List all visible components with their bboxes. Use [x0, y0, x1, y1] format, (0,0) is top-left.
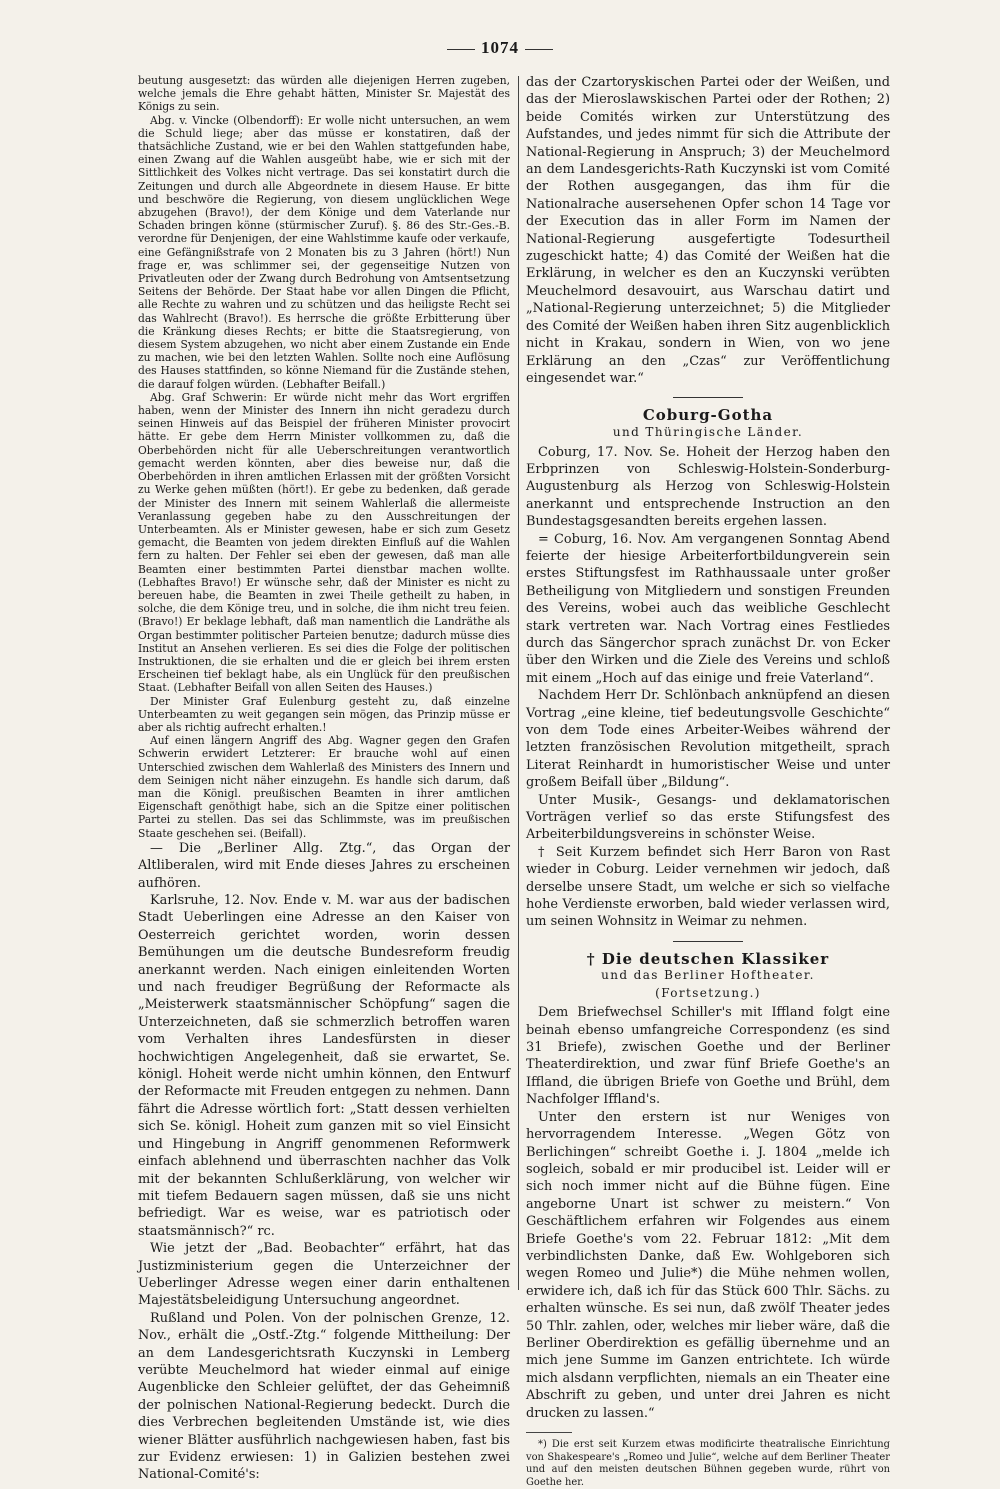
paragraph: Unter Musik-, Gesangs- und deklamatorischen Vorträgen verlief so das erste Stifungsfest des Arbeiterbildungsvereins in schönster Weise. — [526, 792, 890, 843]
right-column — [526, 74, 890, 1488]
paragraph: Abg. Graf Schwerin: Er würde nicht mehr das Wort ergriffen haben, wenn der Minister des Innern ihn nicht geradezu durch seinen Hinweis auf das Beispiel der früheren Minister provocirt hätte. Er gebe dem Herrn Minister vollkommen zu, daß die Oberbehörden nicht für alle Ueberschreitungen verantwortlich gemacht werden könnten, aber dies beweise nur, daß die Oberbehörden in ihren amtlichen Erlassen mit der größten Vorsicht zu Werke gehen müßten (hört!). Er gebe zu bedenken, daß gerade der Minister des Innern mit seinem Wahlerlaß die allermeiste Veranlassung gegeben habe zu den Ausschreitungen der Unterbeamten. Als er Minister gewesen, habe er sich zum Gesetz gemacht, die Beamten von jedem direkten Einfluß auf die Wahlen fern zu halten. Der Fehler sei eben der gewesen, daß man alle Beamten einer bestimmten Partei dienstbar machen wollte. (Lebhaftes Bravo!) Er wünsche sehr, daß der Minister es nicht zu bereuen habe, die Beamten in zwei Theile getheilt zu haben, in solche, die dem Könige treu, und in solche, die ihm nicht treu feien. (Bravo!) Er beklage lebhaft, daß man namentlich die Landräthe als Organ bestimmter politischer Parteien benutze; dadurch müsse dies Institut an Ansehen verlieren. Es sei dies die Folge der politischen Instruktionen, die sie erhalten und die er gleich bei ihrem ersten Erscheinen tief beklagt habe, als ein Unglück für den preußischen Staat. (Lebhafter Beifall von allen Seiten des Hauses.) — [138, 390, 510, 695]
header-rule-left — [447, 49, 475, 50]
paragraph: Rußland und Polen. Von der polnischen Grenze, 12. Nov., erhält die „Ostf.-Ztg.“ folgende Mittheilung: Der an dem Landesgerichtsrath Kuczynski in Lemberg verübte Meuchelmord hat wieder einmal auf einige Augenblicke den Schleier gelüftet, der das Geheimniß der polnischen National-Regierung bedeckt. Durch die dies Verbrechen begleitenden Umstände ist, wie dies wiener Blätter ausführlich nachgewiesen haben, fast bis zur Evidenz erwiesen: 1) in Galizien bestehen zwei National-Comité's: — [138, 1310, 510, 1483]
footnote: *) Die erst seit Kurzem etwas modificirte theatralische Einrichtung von Shakespeare's „Romeo und Julie“, welche auf dem Berliner Theater und auf den meisten deutschen Bühnen gegeben wurde, rührt von Goethe her. — [526, 1439, 890, 1488]
column-divider — [518, 76, 519, 1290]
header-rule-right — [525, 49, 553, 50]
paragraph: Nachdem Herr Dr. Schlönbach anknüpfend an diesen Vortrag „eine kleine, tief bedeutungsvolle Geschichte“ von dem Tode eines Arbeiter-Weibes während der letzten französischen Revolution mitgetheilt, sprach Literat Reinhardt in humoristischer Weise und unter großem Beifall über „Bildung“. — [526, 688, 890, 791]
section-subheading: und Thüringische Länder. — [612, 424, 804, 439]
paragraph: Wie jetzt der „Bad. Beobachter“ erfährt, hat das Justizministerium gegen die Unterzeichner der Ueberlinger Adresse wegen einer darin enthaltenen Majestätsbeleidigung Untersuchung angeordnet. — [138, 1241, 510, 1309]
paragraph: Abg. v. Vincke (Olbendorff): Er wolle nicht untersuchen, an wem die Schuld liege; aber das müsse er konstatiren, daß der thatsächliche Zustand, wie er bei den Wahlen stattgefunden habe, einen Zwang auf die Wahlen ausgeübt habe, wie er sich mit der Sittlichkeit des Volkes nicht vertrage. Das sei konstatirt durch die Zeitungen und durch alle Abgeordnete in diesem Hause. Er bitte und beschwöre die Regierung, von diesem unglücklichen Wege abzugehen (Bravo!), der dem Könige und dem Vaterlande nur Schaden bringen könne (stürmischer Zuruf). §. 86 des Str.-Ges.-B. verordne für Denjenigen, der eine Wahlstimme kaufe oder verkaufe, eine Gefängnißstrafe von 2 Monaten bis zu 3 Jahren (hört!) Nun frage er, was schlimmer sei, der gegenseitige Nutzen von Privatleuten oder der Zwang durch Bedrohung von Amtsentsetzung Seitens der Behörde. Der Staat habe vor allen Dingen die Pflicht, alle Rechte zu wahren und zu schützen und das heiligste Recht sei das Wahlrecht (Bravo!). Es herrsche die größte Erbitterung über die Kränkung dieses Rechts; er bitte die Staatsregierung, von diesem System abzugehen, wo nicht aber einem Zustande ein Ende zu machen, wie bei den letzten Wahlen. Sollte noch eine Auflösung des Hauses stattfinden, so könne Niemand für die Zustände stehen, die darauf folgen würden. (Lebhafter Beifall.) — [138, 113, 510, 391]
continuation-note: (Fortsetzung.) — [655, 986, 761, 1001]
paragraph: Auf einen längern Angriff des Abg. Wagner gegen den Grafen Schwerin erwidert Letzterer: Er brauche wohl auf einen Unterschied zwischen dem Wahlerlaß des Ministers des Innern und dem Seinigen nicht näher einzugehn. Es handle sich darum, daß man die Königl. preußischen Beamten in ihrer amtlichen Eigenschaft genöthigt habe, sich an die Spitze einer politischen Partei zu stellen. Das sei das Schlimmste, was im preußischen Staate geschehen sei. (Beifall). — [138, 734, 510, 840]
feuilleton-subheading: und das Berliner Hoftheater. — [601, 968, 815, 983]
section-heading: Coburg-Gotha — [642, 406, 774, 425]
left-column — [138, 74, 510, 1483]
feuilleton-heading: † Die deutschen Klassiker — [586, 949, 830, 968]
paragraph: Coburg, 17. Nov. Se. Hoheit der Herzog haben den Erbprinzen von Schleswig-Holstein-Sonderburg-Augustenburg als Herzog von Schleswig-Holstein anerkannt und entsprechende Instruction an den Bundestagsgesandten bereits ergehen lassen. — [526, 444, 890, 530]
page-number-header — [0, 38, 1000, 58]
page-number: 1074 — [481, 38, 519, 57]
section-rule — [673, 941, 743, 942]
paragraph: = Coburg, 16. Nov. Am vergangenen Sonntag Abend feierte der hiesige Arbeiterfortbildungverein sein erstes Stiftungsfest im Rathhaussaale unter großer Betheiligung von Mitgliedern und sonstigen Freunden des Vereins, wobei auch das weibliche Geschlecht stark vertreten war. Nach Vortrag eines Festliedes durch das Sängerchor sprach zunächst Dr. von Ecker über den Wirken und die Ziele des Vereins und schloß mit einem „Hoch auf das einige und freie Vaterland“. — [526, 531, 890, 686]
paragraph: Der Minister Graf Eulenburg gesteht zu, daß einzelne Unterbeamten zu weit gegangen sein mögen, das Prinzip müsse er aber als richtig aufrecht erhalten.! — [138, 694, 510, 734]
paragraph: Dem Briefwechsel Schiller's mit Iffland folgt eine beinah ebenso umfangreiche Correspondenz (es sind 31 Briefe), zwischen Goethe und der Berliner Theaterdirektion, und zwar fünf Briefe Goethe's an Iffland, die übrigen Briefe von Goethe und Brühl, dem Nachfolger Iffland's. — [526, 1005, 890, 1108]
paragraph: † Seit Kurzem befindet sich Herr Baron von Rast wieder in Coburg. Leider vernehmen wir jedoch, daß derselbe unsere Stadt, um welche er sich so vielfache hohe Verdienste erworben, bald wieder verlassen wird, um seinen Wohnsitz in Weimar zu nehmen. — [526, 844, 890, 930]
paragraph: — Die „Berliner Allg. Ztg.“, das Organ der Altliberalen, wird mit Ende dieses Jahres zu erscheinen aufhören. — [138, 840, 510, 891]
paragraph: Unter den erstern ist nur Weniges von hervorragendem Interesse. „Wegen Götz von Berlichingen“ schreibt Goethe i. J. 1804 „melde ich sogleich, sobald er mir producibel ist. Leider will er sich noch immer nicht auf die Bühne fügen. Eine angeborne Unart ist schwer zu meistern.“ Von Geschäftlichem erfahren wir Folgendes aus einem Briefe Goethe's vom 22. Februar 1812: „Mit dem verbindlichsten Danke, daß Ew. Wohlgeboren sich wegen Romeo und Julie*) die Mühe nehmen wollen, erwidere ich, daß ich für das Stück 600 Thlr. Sächs. zu erhalten wünsche. Es sei nun, daß zwölf Theater jedes 50 Thlr. zahlen, oder, welches mir lieber wäre, daß die Berliner Oberdirektion es gefällig übernehme und an mich jene Summe im Ganzen entrichtete. Ich würde mich alsdann verpflichten, niemals an ein Theater eine Abschrift zu geben, und unter drei Jahren es nicht drucken zu lassen.“ — [526, 1109, 890, 1421]
footnote-rule — [526, 1432, 572, 1433]
paragraph: Karlsruhe, 12. Nov. Ende v. M. war aus der badischen Stadt Ueberlingen eine Adresse an den Kaiser von Oesterreich gerichtet worden, worin dessen Bemühungen um die deutsche Bundesreform freudig anerkannt werden. Nach einigen einleitenden Worten und nach freudiger Begrüßung der Reformacte als „Meisterwerk staatsmännischer Schöpfung“ sagen die Unterzeichneten, daß sie schmerzlich betroffen waren vom Verhalten ihres Landesfürsten in dieser hochwichtigen Angelegenheit, daß sie erwartet, Se. königl. Hoheit werde nicht umhin können, den Entwurf der Reformacte mit Freuden entgegen zu nehmen. Dann fährt die Adresse wörtlich fort: „Statt dessen verhielten sich Se. königl. Hoheit zum ganzen mit so viel Einsicht und Hingebung in Angriff genommenen Reformwerk einfach ablehnend und überraschten nachher das Volk mit der bekannten Schlußerklärung, von welcher wir mit tiefem Bedauern sagen müssen, daß sie uns nicht befriedigt. War es weise, war es patriotisch oder staatsmännisch?“ rc. — [138, 893, 510, 1239]
section-rule — [673, 397, 743, 398]
paragraph: beutung ausgesetzt: das würden alle diejenigen Herren zugeben, welche jemals die Ehre gehabt hätten, Minister Sr. Majestät des Königs zu sein. — [138, 74, 510, 114]
paragraph: das der Czartoryskischen Partei oder der Weißen, und das der Mieroslawskischen Partei oder der Rothen; 2) beide Comités wirken zur Unterstützung des Aufstandes, und jedes nimmt für sich die Attribute der National-Regierung in Anspruch; 3) der Meuchelmord an dem Landesgerichts-Rath Kuczynski ist vom Comité der Rothen ausgegangen, das ihm für die Nationalrache ausersehenen Opfer schon 14 Tage vor der Execution das in aller Form im Namen der National-Regierung ausgefertigte Todesurtheil zugeschickt hatte; 4) das Comité der Weißen hat die Erklärung, in welcher es den an Kuczynski verübten Meuchelmord desavouirt, aus Warschau datirt und „National-Regierung unterzeichnet; 5) die Mitglieder des Comité der Weißen haben ihren Sitz augenblicklich nicht in Krakau, sondern in Wien, von wo jene Erklärung an den „Czas“ zur Veröffentlichung eingesendet war.“ — [526, 75, 890, 386]
